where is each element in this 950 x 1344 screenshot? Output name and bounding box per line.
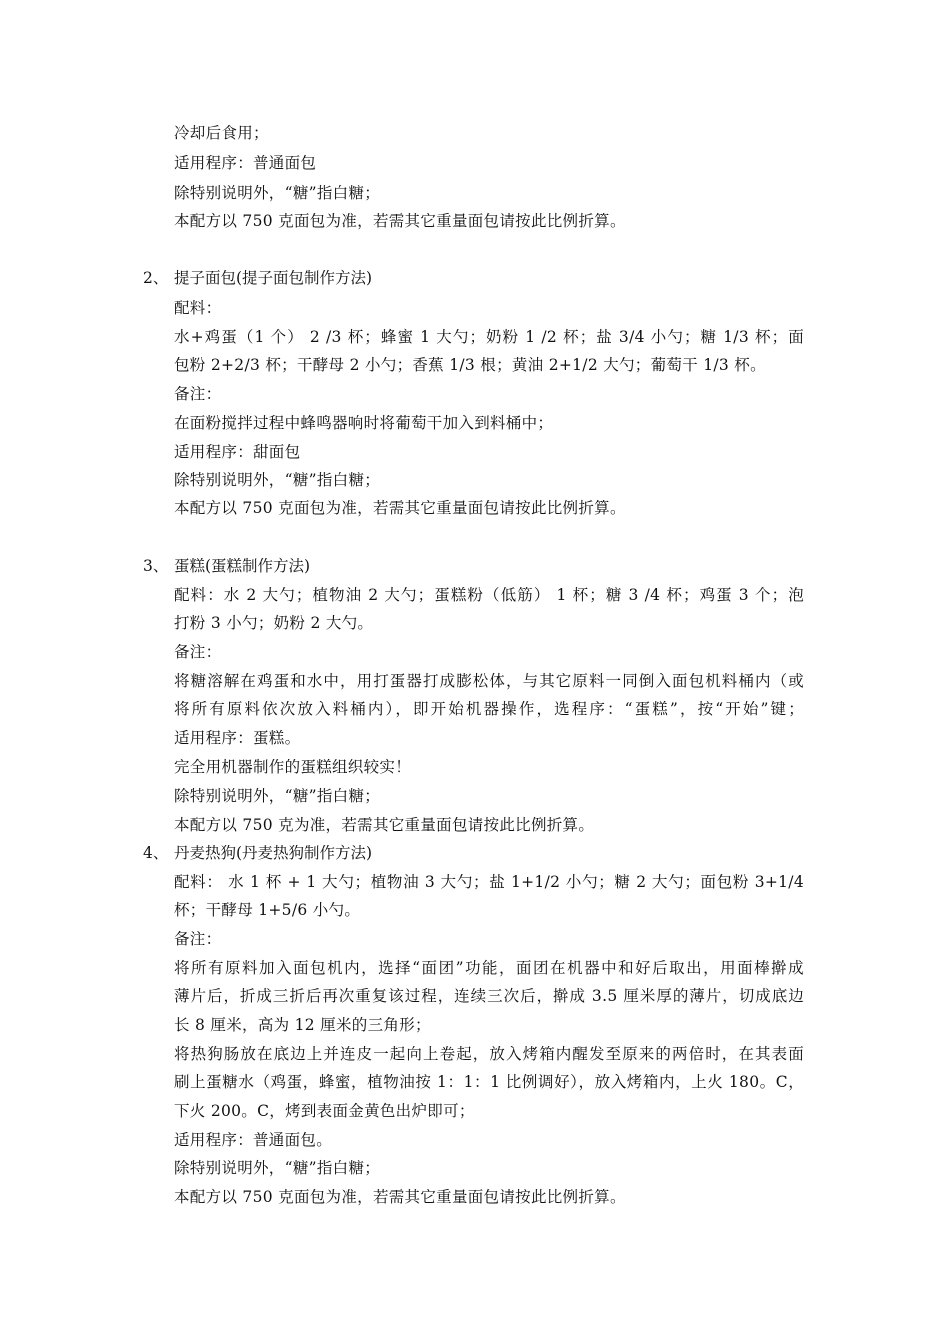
section-line: 备注：	[174, 643, 222, 661]
section-number: 4、	[143, 844, 169, 862]
section-heading	[143, 268, 372, 288]
section-line: 配料： 水 1 杯 + 1 大勺；植物油 3 大勺；盐 1+1/2 小勺；糖 2 大勺；面包粉 3+1/4	[174, 873, 804, 891]
section-line: 水+鸡蛋（1 个） 2 /3 杯；蜂蜜 1 大勺；奶粉 1 /2 杯；盐 3/4 小勺；糖 1/3 杯；面	[174, 328, 804, 346]
section-line: 除特别说明外，“糖”指白糖；	[174, 787, 381, 805]
section-title: 丹麦热狗(丹麦热狗制作方法)	[174, 844, 373, 862]
section-heading	[143, 843, 372, 863]
section-number: 2、	[143, 269, 169, 287]
section-line: 打粉 3 小勺；奶粉 2 大勺。	[174, 614, 374, 632]
section-line: 配料：水 2 大勺；植物油 2 大勺；蛋糕粉（低筋） 1 杯；糖 3 /4 杯；鸡蛋 3 个；泡	[174, 586, 804, 604]
section-line: 适用程序：蛋糕。	[174, 729, 301, 747]
intro-line: 适用程序：普通面包	[174, 154, 317, 172]
intro-line: 冷却后食用；	[174, 124, 269, 142]
section-line: 将所有原料加入面包机内，选择“面团”功能，面团在机器中和好后取出，用面棒擀成	[174, 959, 804, 977]
section-line: 除特别说明外，“糖”指白糖；	[174, 1159, 381, 1177]
section-line: 备注：	[174, 385, 222, 403]
section-line: 本配方以 750 克面包为准，若需其它重量面包请按此比例折算。	[174, 1188, 626, 1206]
section-line: 将热狗肠放在底边上并连皮一起向上卷起，放入烤箱内醒发至原来的两倍时，在其表面	[174, 1045, 804, 1063]
section-line: 完全用机器制作的蛋糕组织较实！	[174, 758, 412, 776]
section-title: 蛋糕(蛋糕制作方法)	[174, 557, 311, 575]
section-line: 适用程序：甜面包	[174, 443, 301, 461]
section-number: 3、	[143, 557, 169, 575]
section-line: 长 8 厘米，高为 12 厘米的三角形；	[174, 1016, 431, 1034]
intro-line: 本配方以 750 克面包为准，若需其它重量面包请按此比例折算。	[174, 212, 626, 230]
section-line: 在面粉搅拌过程中蜂鸣器响时将葡萄干加入到料桶中；	[174, 414, 554, 432]
section-line: 薄片后，折成三折后再次重复该过程，连续三次后，擀成 3.5 厘米厚的薄片，切成底边	[174, 987, 804, 1005]
section-line: 下火 200。C，烤到表面金黄色出炉即可；	[174, 1102, 475, 1120]
section-line: 包粉 2+2/3 杯；干酵母 2 小勺；香蕉 1/3 根；黄油 2+1/2 大勺；葡萄干 1/3 杯。	[174, 356, 766, 374]
section-line: 本配方以 750 克为准，若需其它重量面包请按此比例折算。	[174, 816, 595, 834]
section-line: 本配方以 750 克面包为准，若需其它重量面包请按此比例折算。	[174, 499, 626, 517]
section-line: 刷上蛋糖水（鸡蛋，蜂蜜，植物油按 1：1：1 比例调好），放入烤箱内，上火 180。C，	[174, 1073, 804, 1091]
section-line: 将所有原料依次放入料桶内），即开始机器操作，选程序：“蛋糕”，按“开始”键；	[174, 700, 804, 718]
section-title: 提子面包(提子面包制作方法)	[174, 269, 373, 287]
section-heading	[143, 556, 310, 576]
section-line: 备注：	[174, 930, 222, 948]
section-line: 除特别说明外，“糖”指白糖；	[174, 471, 381, 489]
section-line: 将糖溶解在鸡蛋和水中，用打蛋器打成膨松体，与其它原料一同倒入面包机料桶内（或	[174, 672, 804, 690]
section-line: 杯；干酵母 1+5/6 小勺。	[174, 901, 361, 919]
section-line: 配料：	[174, 299, 222, 317]
section-line: 适用程序：普通面包。	[174, 1131, 333, 1149]
intro-line: 除特别说明外，“糖”指白糖；	[174, 184, 381, 202]
